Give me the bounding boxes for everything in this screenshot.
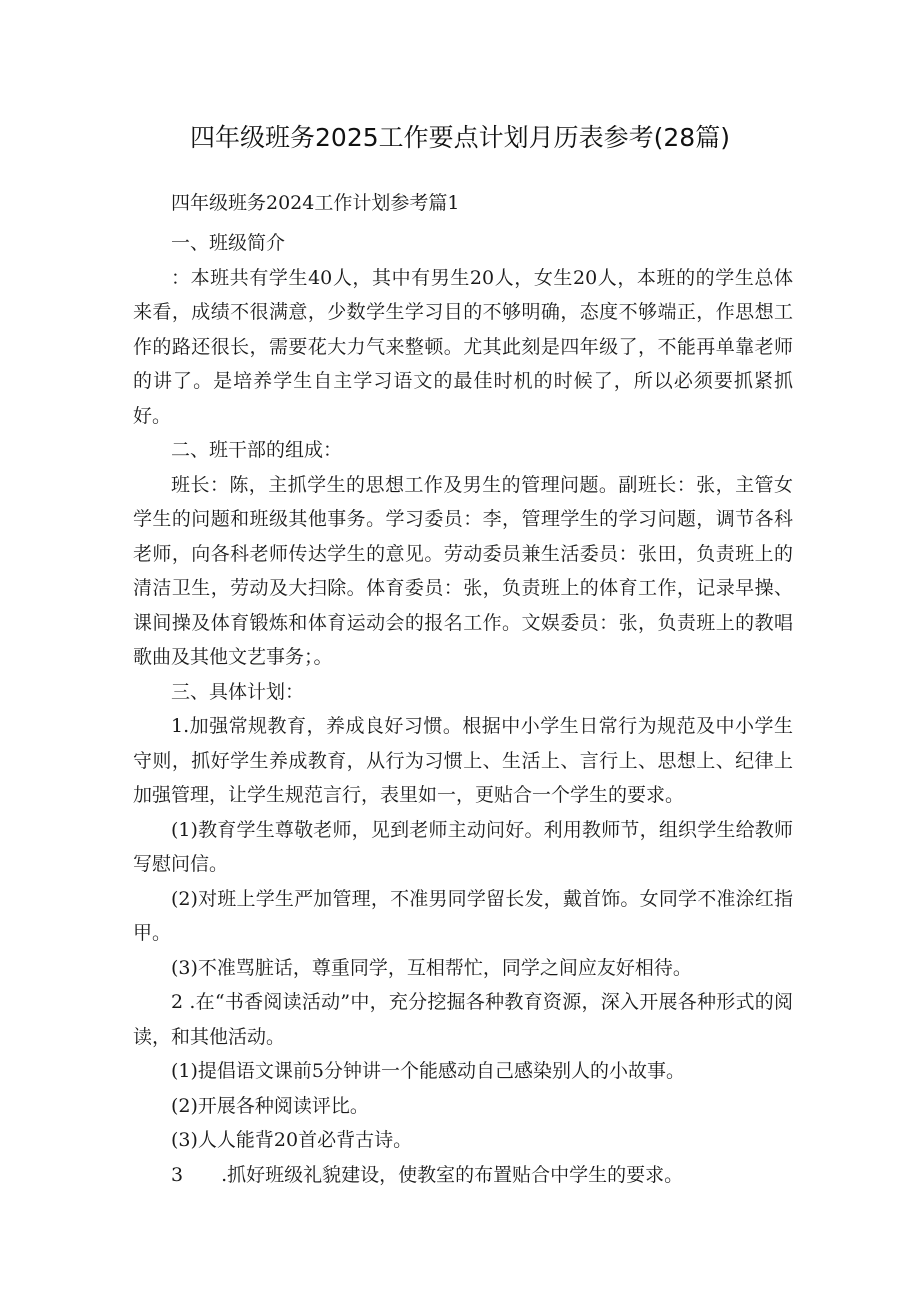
heading-class-intro: 一、班级简介 [171,232,286,254]
section-subtitle [133,186,793,221]
list-item-2-3: (3)人人能背20首必背古诗。 [171,1129,413,1151]
heading-class-cadres: 二、班干部的组成： [171,439,343,461]
document-body [133,226,793,1192]
list-item-1-2: (2)对班上学生严加管理，不准男同学留长发，戴首饰。女同学不准涂红指甲。 [133,887,793,944]
heading-plan: 三、具体计划： [171,680,305,703]
paragraph-plan-3: 3 .抓好班级礼貌建设，使教室的布置贴合中学生的要求。 [171,1163,684,1186]
list-item-2-2: (2)开展各种阅读评比。 [171,1094,369,1117]
paragraph-plan-1: 1.加强常规教育，养成良好习惯。根据中小学生日常行为规范及中小学生守则，抓好学生养成教育，从行为习惯上、生活上、言行上、思想上、纪律上加强管理，让学生规范言行，表里如一，更贴合一个学生的要求。 [133,715,793,806]
list-item-1-1: (1)教育学生尊敬老师，见到老师主动问好。利用教师节，组织学生给教师写慰问信。 [133,818,793,875]
list-item-2-1: (1)提倡语文课前5分钟讲一个能感动自己感染别人的小故事。 [171,1060,686,1082]
paragraph-class-cadres: 班长：陈，主抓学生的思想工作及男生的管理问题。副班长：张，主管女学生的问题和班级其他事务。学习委员：李，管理学生的学习问题，调节各科老师，向各科老师传达学生的意见。劳动委员兼生活委员：张田，负责班上的清洁卫生，劳动及大扫除。体育委员：张，负责班上的体育工作，记录早操、课间操及体育锻炼和体育运动会的报名工作。文娱委员：张，负责班上的教唱歌曲及其他文艺事务；。 [133,473,793,668]
document-title: 四年级班务2025工作要点计划月历表参考(28篇) [190,123,730,152]
paragraph-class-intro: ：本班共有学生40人，其中有男生20人，女生20人，本班的的学生总体来看，成绩不很满意，少数学生学习目的不够明确，态度不够端正，作思想工作的路还很长，需要花大力气来整顿。尤其此刻是四年级了，不能再单靠老师的讲了。是培养学生自主学习语文的最佳时机的时候了，所以必须要抓紧抓好。 [133,266,793,427]
paragraph-plan-2: 2 .在“书香阅读活动”中，充分挖掘各种教育资源，深入开展各种形式的阅读，和其他活动。 [133,991,793,1048]
list-item-1-3: (3)不准骂脏话，尊重同学，互相帮忙，同学之间应友好相待。 [171,956,692,979]
subtitle-text: 四年级班务2024工作计划参考篇1 [171,192,460,214]
